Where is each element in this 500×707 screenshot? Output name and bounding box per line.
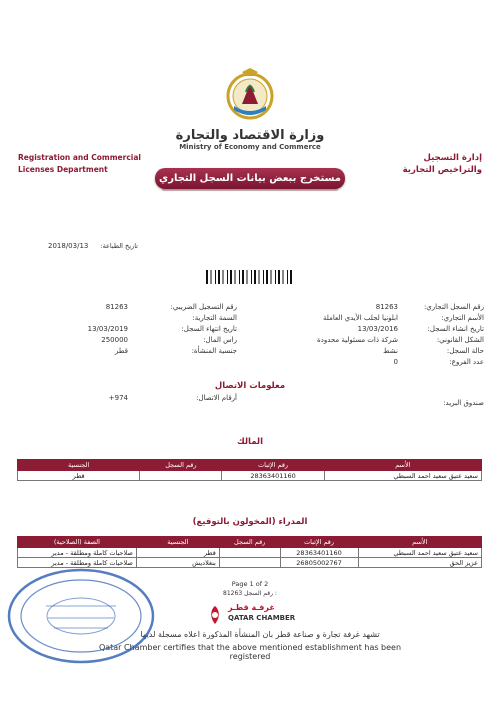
column-header: الجنسية: [18, 460, 140, 471]
field-label: راس المال:: [203, 336, 237, 344]
barcode-bar: [206, 270, 208, 284]
department-name-arabic: إدارة التسجيل والتراخيص التجارية: [402, 153, 482, 175]
table-cell: [219, 548, 280, 558]
phones-value: +974: [108, 394, 128, 402]
field-label: الأسم التجاري:: [441, 314, 484, 322]
table-cell: سعيد عتيق سعيد احمد السبطي: [358, 548, 481, 558]
chamber-name-arabic: غرفـة قطـر: [228, 603, 275, 612]
barcode-bar: [211, 270, 212, 284]
table-cell: بنغلاديش: [136, 558, 219, 568]
qatar-chamber-logo: [206, 602, 296, 628]
column-header: الجنسية: [136, 537, 219, 548]
managers-table: [17, 536, 482, 568]
table-cell: سعيد عتيق سعيد احمد السبطي: [324, 471, 481, 481]
barcode-bar: [283, 270, 284, 284]
contact-section-title: معلومات الاتصال: [214, 381, 286, 391]
managers-section-title: المدراء (المخولون بالتوقيع): [192, 517, 308, 527]
barcode-bar: [263, 270, 264, 284]
field-label: حالة السجل:: [446, 347, 484, 355]
table-row: [18, 471, 482, 481]
page-number: Page 1 of 2: [231, 580, 269, 588]
table-cell: 26805002767: [280, 558, 358, 568]
field-label: عدد الفروع:: [449, 358, 484, 366]
barcode-bar: [239, 270, 240, 284]
certification-arabic: تشهد غرفة تجارة و صناعة قطر بان المنشأة المذكورة اعلاه مسجلة لديها: [140, 630, 380, 639]
field-label: السمة التجارية:: [192, 314, 237, 322]
table-cell: عزيز الحق: [358, 558, 481, 568]
table-cell: 28363401160: [222, 471, 324, 481]
table-cell: صلاحيات كاملة ومطلقة - مدير: [18, 548, 137, 558]
print-date-value: 2018/03/13: [48, 242, 89, 250]
barcode-bar: [242, 270, 244, 284]
field-value: 13/03/2016: [357, 325, 398, 333]
column-header: الصفة (الصلاحية): [18, 537, 137, 548]
barcode-bar: [266, 270, 268, 284]
barcode-bar: [215, 270, 216, 284]
table-cell: قطر: [136, 548, 219, 558]
table-row: [18, 548, 482, 558]
table-cell: [219, 558, 280, 568]
barcode-bar: [278, 270, 280, 284]
footer-registration-label: رقم السجل :: [244, 590, 277, 597]
print-date-label: تاريخ الطباعة:: [100, 242, 138, 250]
state-emblem-icon: [224, 66, 276, 124]
field-label: رقم السجل التجاري:: [423, 303, 484, 311]
barcode-bar: [223, 270, 224, 284]
ministry-name-arabic: وزارة الاقتصاد والتجارة: [175, 128, 325, 143]
column-header: الأسم: [358, 537, 481, 548]
column-header: رقم السجل: [219, 537, 280, 548]
barcode: [206, 270, 294, 284]
chamber-name-english: QATAR CHAMBER: [228, 614, 296, 622]
owner-table: [17, 459, 482, 481]
field-value: قطر: [115, 347, 128, 355]
barcode-bar: [287, 270, 288, 284]
field-label: رقم التسجيل الضريبي:: [170, 303, 237, 311]
certification-english: Qatar Chamber certifies that the above mentioned establishment has been registered: [98, 643, 402, 661]
footer-registration-value: 81263: [223, 590, 243, 597]
barcode-bar: [235, 270, 236, 284]
field-label: تاريخ انشاء السجل:: [427, 325, 484, 333]
field-value: 0: [393, 358, 398, 366]
department-name-english: Registration and Commercial Licenses Department: [18, 153, 141, 174]
field-label: تاريخ انتهاء السجل:: [181, 325, 237, 333]
barcode-bar: [275, 270, 276, 284]
field-value: 13/03/2019: [87, 325, 128, 333]
barcode-bar: [290, 270, 292, 284]
field-label: الشكل القانوني:: [436, 336, 484, 344]
document-title-banner: مستخرج ببعض بيانات السجل التجاري: [155, 168, 345, 189]
footer-registration: [200, 590, 300, 597]
field-value: 81263: [105, 303, 128, 311]
barcode-bar: [227, 270, 228, 284]
barcode-bar: [247, 270, 248, 284]
field-value: ابلونيا لجلب الأيدي العاملة: [323, 314, 398, 322]
chamber-icon: [206, 604, 224, 626]
field-value: 81263: [375, 303, 398, 311]
table-cell: صلاحيات كاملة ومطلقة - مدير: [18, 558, 137, 568]
barcode-bar: [259, 270, 260, 284]
barcode-bar: [251, 270, 252, 284]
barcode-bar: [230, 270, 232, 284]
owner-section-title: المالك: [236, 437, 264, 447]
column-header: رقم الإثبات: [222, 460, 324, 471]
field-value: 250000: [101, 336, 128, 344]
field-value: نشط: [383, 347, 398, 355]
barcode-bar: [218, 270, 220, 284]
official-stamp-icon: [6, 566, 156, 666]
barcode-bar: [271, 270, 272, 284]
column-header: الأسم: [324, 460, 481, 471]
field-label: جنسية المنشأة:: [191, 347, 237, 355]
column-header: رقم الإثبات: [280, 537, 358, 548]
field-value: شركة ذات مسئولية محدودة: [317, 336, 398, 344]
table-cell: 28363401160: [280, 548, 358, 558]
barcode-bar: [254, 270, 256, 284]
po-box-label: صندوق البريد:: [443, 399, 484, 407]
ministry-name-english: Ministry of Economy and Commerce: [179, 143, 321, 151]
phones-label: أرقام الاتصال:: [196, 394, 237, 402]
table-cell: قطر: [18, 471, 140, 481]
table-cell: [140, 471, 222, 481]
column-header: رقم السجل: [140, 460, 222, 471]
